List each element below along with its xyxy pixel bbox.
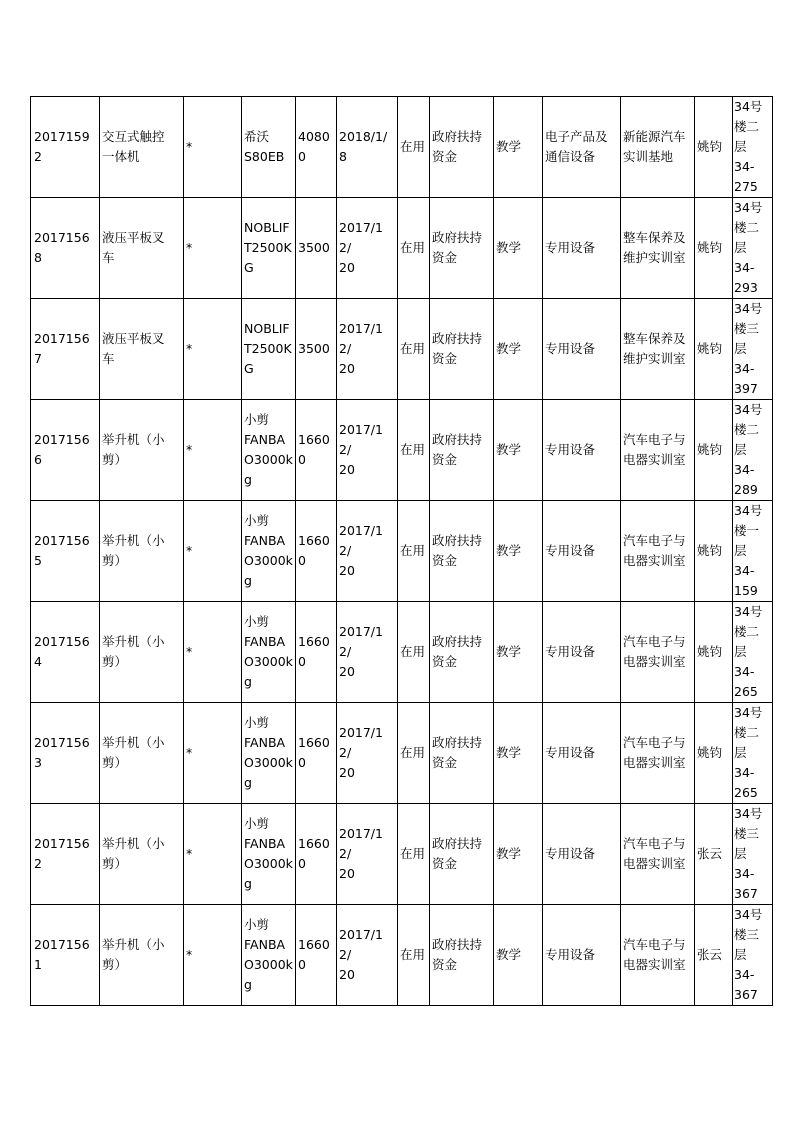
usage-cell <box>494 299 543 400</box>
location-cell <box>733 299 773 400</box>
id-text: 20171567 <box>34 331 90 366</box>
use-text: 教学 <box>496 543 522 558</box>
fund-source-cell <box>430 198 494 299</box>
keeper-text: 姚钧 <box>697 442 723 457</box>
name-text: 液压平板叉 车 <box>102 230 165 265</box>
date-cell <box>337 198 398 299</box>
location-text: 34号 楼二 层 34- 293 <box>734 200 763 295</box>
status-cell <box>398 299 430 400</box>
location-cell <box>733 602 773 703</box>
keeper-cell <box>695 501 733 602</box>
asset-name-cell <box>100 703 184 804</box>
price-text: 16600 <box>298 634 330 669</box>
location-text: 34号 楼二 层 34- 289 <box>734 402 763 497</box>
flag-text: * <box>186 947 193 962</box>
model-cell <box>242 905 296 1006</box>
table-row <box>31 299 773 400</box>
id-text: 20171592 <box>34 129 90 164</box>
location-text: 34号 楼二 层 34- 265 <box>734 604 763 699</box>
use-text: 教学 <box>496 139 522 154</box>
price-cell <box>296 905 337 1006</box>
status-cell <box>398 501 430 602</box>
status-text: 在用 <box>400 543 426 558</box>
status-text: 在用 <box>400 745 426 760</box>
fund-text: 政府扶持 资金 <box>432 129 483 164</box>
category-text: 专用设备 <box>545 745 596 760</box>
keeper-text: 姚钧 <box>697 745 723 760</box>
location-cell <box>733 97 773 198</box>
price-text: 16600 <box>298 432 330 467</box>
keeper-text: 姚钧 <box>697 240 723 255</box>
name-text: 液压平板叉 车 <box>102 331 165 366</box>
model-cell <box>242 703 296 804</box>
status-cell <box>398 602 430 703</box>
status-cell <box>398 97 430 198</box>
usage-cell <box>494 97 543 198</box>
model-text: 小剪 FANBA O3000k g <box>244 513 293 588</box>
date-text: 2017/12/ 20 <box>339 422 383 477</box>
asset-name-cell <box>100 198 184 299</box>
model-cell <box>242 299 296 400</box>
location-text: 34号 楼二 层 34- 265 <box>734 705 763 800</box>
table-row <box>31 703 773 804</box>
flag-text: * <box>186 745 193 760</box>
fund-source-cell <box>430 501 494 602</box>
department-cell <box>621 703 695 804</box>
id-text: 20171563 <box>34 735 90 770</box>
model-text: 希沃 S80EB <box>244 129 285 164</box>
table-body <box>31 97 773 1006</box>
model-text: NOBLIF T2500K G <box>244 220 292 275</box>
fund-text: 政府扶持 资金 <box>432 735 483 770</box>
flag-text: * <box>186 543 193 558</box>
asset-name-cell <box>100 97 184 198</box>
fund-source-cell <box>430 602 494 703</box>
department-cell <box>621 602 695 703</box>
category-text: 专用设备 <box>545 341 596 356</box>
date-text: 2018/1/8 <box>339 129 388 164</box>
use-text: 教学 <box>496 745 522 760</box>
fund-text: 政府扶持 资金 <box>432 533 483 568</box>
usage-cell <box>494 501 543 602</box>
table-row <box>31 400 773 501</box>
flag-cell <box>184 602 242 703</box>
usage-cell <box>494 905 543 1006</box>
keeper-text: 张云 <box>697 846 723 861</box>
date-cell <box>337 299 398 400</box>
dept-text: 整车保养及 维护实训室 <box>623 331 686 366</box>
price-text: 16600 <box>298 735 330 770</box>
name-text: 交互式触控 一体机 <box>102 129 165 164</box>
model-cell <box>242 400 296 501</box>
model-text: 小剪 FANBA O3000k g <box>244 614 293 689</box>
keeper-cell <box>695 804 733 905</box>
fund-text: 政府扶持 资金 <box>432 937 483 972</box>
department-cell <box>621 97 695 198</box>
asset-table <box>30 96 773 1006</box>
fund-source-cell <box>430 703 494 804</box>
price-cell <box>296 198 337 299</box>
price-cell <box>296 602 337 703</box>
fund-source-cell <box>430 804 494 905</box>
keeper-text: 姚钧 <box>697 644 723 659</box>
status-text: 在用 <box>400 947 426 962</box>
price-text: 3500 <box>298 341 330 356</box>
category-cell <box>543 804 621 905</box>
category-text: 专用设备 <box>545 947 596 962</box>
id-text: 20171565 <box>34 533 90 568</box>
model-text: 小剪 FANBA O3000k g <box>244 816 293 891</box>
usage-cell <box>494 400 543 501</box>
category-cell <box>543 905 621 1006</box>
price-cell <box>296 299 337 400</box>
asset-id-cell <box>31 299 100 400</box>
flag-cell <box>184 804 242 905</box>
date-text: 2017/12/ 20 <box>339 927 383 982</box>
use-text: 教学 <box>496 644 522 659</box>
category-cell <box>543 703 621 804</box>
model-text: 小剪 FANBA O3000k g <box>244 715 293 790</box>
name-text: 举升机（小 剪） <box>102 634 165 669</box>
department-cell <box>621 804 695 905</box>
use-text: 教学 <box>496 341 522 356</box>
use-text: 教学 <box>496 947 522 962</box>
asset-name-cell <box>100 501 184 602</box>
flag-cell <box>184 299 242 400</box>
asset-name-cell <box>100 299 184 400</box>
fund-text: 政府扶持 资金 <box>432 230 483 265</box>
price-text: 16600 <box>298 836 330 871</box>
location-cell <box>733 198 773 299</box>
id-text: 20171561 <box>34 937 90 972</box>
fund-text: 政府扶持 资金 <box>432 836 483 871</box>
date-cell <box>337 905 398 1006</box>
fund-text: 政府扶持 资金 <box>432 432 483 467</box>
model-text: 小剪 FANBA O3000k g <box>244 412 293 487</box>
fund-source-cell <box>430 400 494 501</box>
category-text: 电子产品及 通信设备 <box>545 129 608 164</box>
fund-text: 政府扶持 资金 <box>432 634 483 669</box>
status-text: 在用 <box>400 442 426 457</box>
keeper-text: 姚钧 <box>697 139 723 154</box>
status-text: 在用 <box>400 139 426 154</box>
name-text: 举升机（小 剪） <box>102 937 165 972</box>
flag-text: * <box>186 644 193 659</box>
keeper-cell <box>695 602 733 703</box>
keeper-cell <box>695 400 733 501</box>
dept-text: 汽车电子与 电器实训室 <box>623 634 686 669</box>
flag-cell <box>184 501 242 602</box>
date-text: 2017/12/ 20 <box>339 624 383 679</box>
date-text: 2017/12/ 20 <box>339 826 383 881</box>
asset-id-cell <box>31 400 100 501</box>
category-cell <box>543 400 621 501</box>
id-text: 20171564 <box>34 634 90 669</box>
fund-text: 政府扶持 资金 <box>432 331 483 366</box>
asset-id-cell <box>31 602 100 703</box>
table-row <box>31 602 773 703</box>
flag-text: * <box>186 846 193 861</box>
use-text: 教学 <box>496 240 522 255</box>
flag-text: * <box>186 341 193 356</box>
table-row <box>31 905 773 1006</box>
id-text: 20171562 <box>34 836 90 871</box>
category-text: 专用设备 <box>545 442 596 457</box>
usage-cell <box>494 703 543 804</box>
department-cell <box>621 198 695 299</box>
price-cell <box>296 501 337 602</box>
location-text: 34号 楼三 层 34- 397 <box>734 301 763 396</box>
date-cell <box>337 804 398 905</box>
status-cell <box>398 703 430 804</box>
status-text: 在用 <box>400 644 426 659</box>
location-cell <box>733 703 773 804</box>
status-text: 在用 <box>400 341 426 356</box>
location-cell <box>733 400 773 501</box>
status-text: 在用 <box>400 846 426 861</box>
name-text: 举升机（小 剪） <box>102 735 165 770</box>
price-text: 40800 <box>298 129 330 164</box>
location-cell <box>733 501 773 602</box>
flag-cell <box>184 97 242 198</box>
status-cell <box>398 400 430 501</box>
usage-cell <box>494 198 543 299</box>
price-text: 16600 <box>298 937 330 972</box>
use-text: 教学 <box>496 846 522 861</box>
model-cell <box>242 804 296 905</box>
location-cell <box>733 905 773 1006</box>
dept-text: 整车保养及 维护实训室 <box>623 230 686 265</box>
table-row <box>31 804 773 905</box>
usage-cell <box>494 804 543 905</box>
date-text: 2017/12/ 20 <box>339 725 383 780</box>
status-text: 在用 <box>400 240 426 255</box>
location-text: 34号 楼三 层 34- 367 <box>734 806 763 901</box>
model-cell <box>242 602 296 703</box>
table-row <box>31 501 773 602</box>
dept-text: 汽车电子与 电器实训室 <box>623 836 686 871</box>
date-text: 2017/12/ 20 <box>339 321 383 376</box>
category-cell <box>543 501 621 602</box>
date-text: 2017/12/ 20 <box>339 523 383 578</box>
date-text: 2017/12/ 20 <box>339 220 383 275</box>
date-cell <box>337 400 398 501</box>
date-cell <box>337 501 398 602</box>
category-cell <box>543 602 621 703</box>
location-text: 34号 楼二 层 34- 275 <box>734 99 763 194</box>
price-cell <box>296 703 337 804</box>
id-text: 20171566 <box>34 432 90 467</box>
flag-text: * <box>186 240 193 255</box>
keeper-text: 张云 <box>697 947 723 962</box>
price-cell <box>296 97 337 198</box>
table-row <box>31 97 773 198</box>
flag-text: * <box>186 139 193 154</box>
id-text: 20171568 <box>34 230 90 265</box>
category-text: 专用设备 <box>545 644 596 659</box>
use-text: 教学 <box>496 442 522 457</box>
keeper-cell <box>695 299 733 400</box>
location-cell <box>733 804 773 905</box>
price-cell <box>296 804 337 905</box>
fund-source-cell <box>430 299 494 400</box>
asset-name-cell <box>100 400 184 501</box>
price-text: 16600 <box>298 533 330 568</box>
flag-cell <box>184 400 242 501</box>
date-cell <box>337 703 398 804</box>
keeper-cell <box>695 97 733 198</box>
model-text: 小剪 FANBA O3000k g <box>244 917 293 992</box>
category-text: 专用设备 <box>545 846 596 861</box>
status-cell <box>398 905 430 1006</box>
fund-source-cell <box>430 905 494 1006</box>
category-text: 专用设备 <box>545 543 596 558</box>
model-cell <box>242 501 296 602</box>
model-text: NOBLIF T2500K G <box>244 321 292 376</box>
flag-text: * <box>186 442 193 457</box>
keeper-text: 姚钧 <box>697 341 723 356</box>
dept-text: 汽车电子与 电器实训室 <box>623 533 686 568</box>
location-text: 34号 楼三 层 34- 367 <box>734 907 763 1002</box>
asset-id-cell <box>31 804 100 905</box>
usage-cell <box>494 602 543 703</box>
asset-id-cell <box>31 198 100 299</box>
department-cell <box>621 400 695 501</box>
dept-text: 汽车电子与 电器实训室 <box>623 937 686 972</box>
asset-name-cell <box>100 602 184 703</box>
name-text: 举升机（小 剪） <box>102 533 165 568</box>
dept-text: 汽车电子与 电器实训室 <box>623 735 686 770</box>
keeper-cell <box>695 703 733 804</box>
flag-cell <box>184 198 242 299</box>
table-row <box>31 198 773 299</box>
price-text: 3500 <box>298 240 330 255</box>
flag-cell <box>184 905 242 1006</box>
date-cell <box>337 602 398 703</box>
category-cell <box>543 198 621 299</box>
category-cell <box>543 97 621 198</box>
department-cell <box>621 299 695 400</box>
date-cell <box>337 97 398 198</box>
department-cell <box>621 501 695 602</box>
flag-cell <box>184 703 242 804</box>
dept-text: 汽车电子与 电器实训室 <box>623 432 686 467</box>
department-cell <box>621 905 695 1006</box>
asset-name-cell <box>100 804 184 905</box>
status-cell <box>398 804 430 905</box>
category-cell <box>543 299 621 400</box>
keeper-cell <box>695 198 733 299</box>
asset-id-cell <box>31 905 100 1006</box>
asset-id-cell <box>31 501 100 602</box>
model-cell <box>242 97 296 198</box>
fund-source-cell <box>430 97 494 198</box>
name-text: 举升机（小 剪） <box>102 432 165 467</box>
name-text: 举升机（小 剪） <box>102 836 165 871</box>
dept-text: 新能源汽车 实训基地 <box>623 129 686 164</box>
asset-id-cell <box>31 97 100 198</box>
keeper-cell <box>695 905 733 1006</box>
location-text: 34号 楼一 层 34- 159 <box>734 503 763 598</box>
keeper-text: 姚钧 <box>697 543 723 558</box>
price-cell <box>296 400 337 501</box>
model-cell <box>242 198 296 299</box>
asset-id-cell <box>31 703 100 804</box>
status-cell <box>398 198 430 299</box>
asset-name-cell <box>100 905 184 1006</box>
category-text: 专用设备 <box>545 240 596 255</box>
